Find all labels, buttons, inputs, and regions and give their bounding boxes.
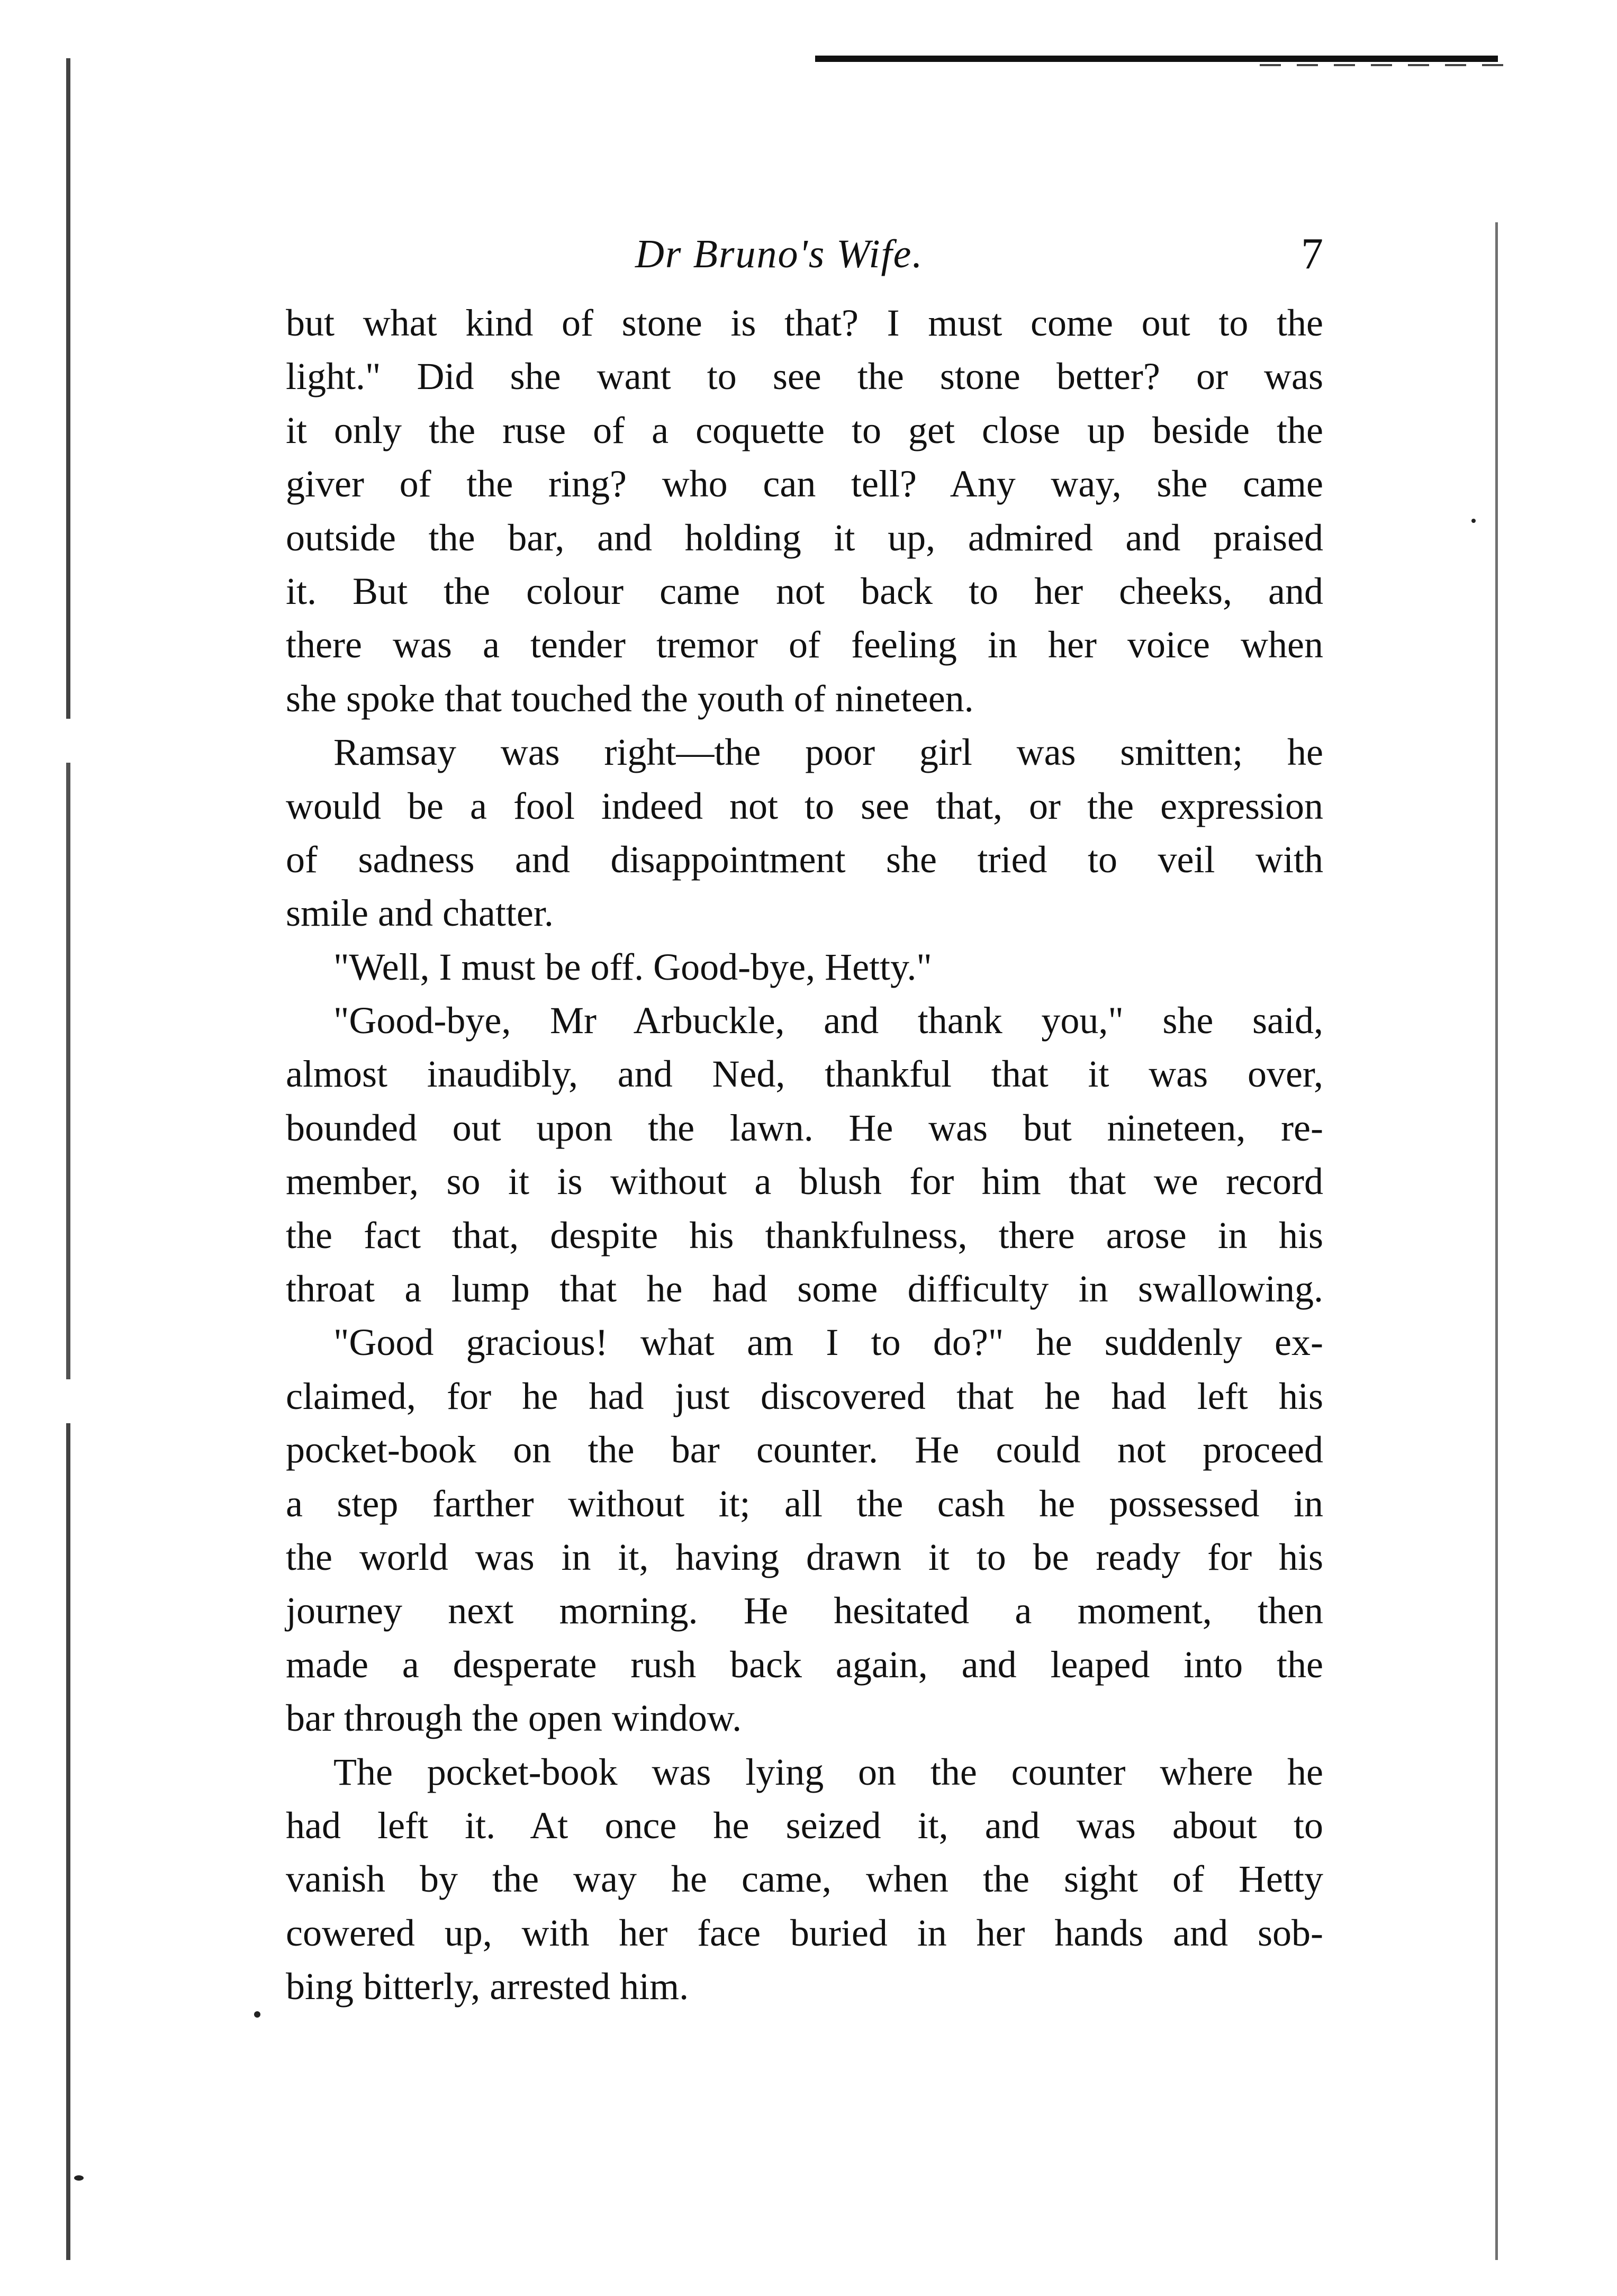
paragraph [286,726,1323,941]
scan-speck [74,2175,84,2181]
text-line: vanish by the way he came, when the sight of Hetty [286,1858,1323,1901]
text-line: giver of the ring? who can tell? Any way, she came [286,463,1323,505]
page-number: 7 [1301,229,1323,278]
text-line: "Good-bye, Mr Arbuckle, and thank you," she said, [333,999,1323,1042]
scan-speck [254,2011,260,2018]
text-line: had left it. At once he seized it, and was about to [286,1804,1323,1847]
text-line: member, so it is without a blush for him that we record [286,1160,1323,1203]
text-line: but what kind of stone is that? I must come out to the [286,302,1323,344]
paragraph [286,1746,1323,2014]
text-line: would be a fool indeed not to see that, or the expression [286,784,1323,827]
text-line: bounded out upon the lawn. He was but nineteen, re- [286,1106,1323,1149]
text-line: bing bitterly, arrested him. [286,1965,689,2008]
text-line: she spoke that touched the youth of nineteen. [286,677,974,720]
text-line: Ramsay was right—the poor girl was smitten; he [333,731,1323,774]
text-line: The pocket-book was lying on the counter where he [333,1750,1323,1793]
text-line: it only the ruse of a coquette to get close up beside the [286,409,1323,451]
text-line: the fact that, despite his thankfulness, there arose in his [286,1214,1323,1257]
text-line: almost inaudibly, and Ned, thankful that it was over, [286,1053,1323,1096]
scan-speck [1471,519,1476,523]
paragraph [286,941,1323,994]
text-line: throat a lump that he had some difficulty in swallowing. [286,1268,1323,1310]
text-line: of sadness and disappointment she tried to veil with [286,838,1323,881]
running-head [286,225,1323,283]
scan-edge-left [66,58,70,2260]
text-line: a step farther without it; all the cash he possessed in [286,1482,1323,1525]
text-line: pocket-book on the bar counter. He could not proceed [286,1429,1323,1471]
text-line: smile and chatter. [286,892,554,935]
text-line: claimed, for he had just discovered that he had left his [286,1375,1323,1417]
running-title: Dr Bruno's Wife. [635,232,924,276]
text-line: light." Did she want to see the stone better? or was [286,355,1323,398]
text-line: "Well, I must be off. Good-bye, Hetty." [333,945,932,988]
text-line: there was a tender tremor of feeling in her voice when [286,623,1323,666]
text-body [286,296,1323,2014]
text-line: the world was in it, having drawn it to be ready for his [286,1535,1323,1578]
text-line: "Good gracious! what am I to do?" he suddenly ex- [333,1321,1323,1364]
paragraph [286,994,1323,1316]
text-line: outside the bar, and holding it up, admired and praised [286,516,1323,559]
text-line: cowered up, with her face buried in her hands and sob- [286,1911,1323,1954]
text-line: it. But the colour came not back to her cheeks, and [286,570,1323,612]
text-line: journey next morning. He hesitated a moment, then [286,1589,1323,1632]
scan-rule-top-tail [1260,64,1503,66]
paragraph [286,1316,1323,1745]
scan-edge-right [1495,222,1498,2260]
text-line: made a desperate rush back again, and leaped into the [286,1643,1323,1686]
scan-rule-top [815,56,1498,62]
text-line: bar through the open window. [286,1697,742,1740]
paragraph [286,296,1323,726]
